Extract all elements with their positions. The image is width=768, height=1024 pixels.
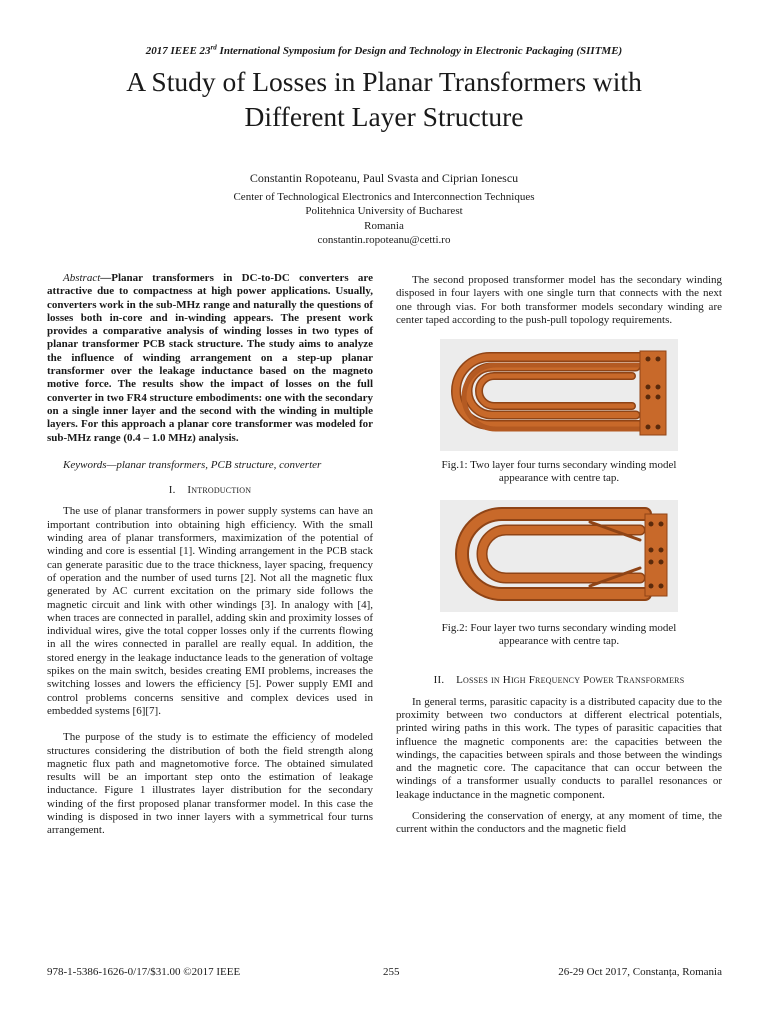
losses-paragraph-1: In general terms, parasitic capacity is a distributed capacity due to the proximity between two conductors at different electrical potentials, printed wiring paths in this work. The types of parasitic capacities that influence the magnetic components are: the capacities between the windings, the capacities between spirals and those between the windings and the magnetic core. The capacitance that can occur between the windings of a transformer usually conducts to parallel resonances or leakage inductance in the magnetic component.	[396, 695, 722, 801]
section-heading-introduction: I. Introduction	[168, 484, 252, 497]
left-column	[47, 272, 373, 838]
conference-header: 2017 IEEE 23rd International Symposium for Design and Technology in Electronic Packaging (SIITME)	[145, 43, 623, 57]
intro-paragraph-2: The purpose of the study is to estimate the efficiency of modeled structures considering the distribution of both the field strength along magnetic flux path and magnetomotive force. The obtained simulated results will be an important step onto the estimation of leakage inductance. Figure 1 illustrates layer distribution for the secondary winding of the first proposed planar transformer model. In this case the winding is disposed in two inner layers with a symmetrical four turns arrangement.	[47, 731, 373, 837]
affiliation-university: Politehnica University of Bucharest	[305, 205, 463, 217]
section-heading-losses: II. Losses in High Frequency Power Transformers	[433, 674, 685, 687]
affiliation-center: Center of Technological Electronics and Interconnection Techniques	[233, 191, 535, 203]
abstract-text: Planar transformers in DC-to-DC converters are attractive due to compactness at high power applications. Usually, converters work in the sub-MHz range and naturally the questions of losses both in-core and in-winding appears. The present work provides a comparative analysis of winding losses in two types of planar transformer PCB stack structure. The study aims to analyze the influence of winding arrangement on a step-up planar transformer over the leakage inductance based on the magneto motive force. The results show the impact of losses on the full converter in two FR4 structure embodiments: one with the secondary on a single inner layer and the second with the winding in multiple layers. For this approach a planar core transformer was modeled for sub-MHz range (0.4 – 1.0 MHz) analysis.	[47, 272, 373, 444]
keywords: Keywords—planar transformers, PCB structure, converter	[63, 458, 322, 471]
figure-2-four-layer-winding	[440, 500, 678, 612]
figure-1-two-layer-winding	[440, 339, 678, 451]
authors: Constantin Ropoteanu, Paul Svasta and Ciprian Ionescu	[249, 171, 519, 185]
page-number: 255	[383, 966, 400, 978]
model-paragraph: The second proposed transformer model has the secondary winding disposed in four layers with one single turn that connects with the next one through vias. For both transformer models secondary winding are center taped according to the push-pull topology requirements.	[396, 274, 722, 326]
abstract-label: Abstract	[63, 272, 101, 284]
figure-2-caption: Fig.2: Four layer two turns secondary winding model appearance with centre tap.	[441, 621, 677, 648]
intro-paragraph-1: The use of planar transformers in power supply systems can have an important contribution into obtaining high efficiency. With the small winding area of planar transformers, maximization of the potential of winding and core is essential [1]. Winding arrangement in the PCB stack can generate parasitic due to the trace thickness, layer spacing, frequency of operation and the number of used turns [2]. Not all the magnetic flux generated by AC current excitation on the primary side follows the magnetic circuit and link with other windings [3]. In analogy with [4], when traces are connected in parallel, adding skin and proximity losses of individual wires, give the total copper losses only if the currents flowing in all the wires connected in parallel are really equal. In addition, the stored energy in the leakage inductance leads to the generation of voltage spikes on the main switch, besides creating EMI problems, increases the switching losses and lowers the efficiency [5]. Power supply EMI and control problems concerns sensitive and complex devices used in embedded systems [6][7].	[47, 505, 373, 717]
affiliation-country: Romania	[364, 220, 404, 232]
losses-paragraph-2: Considering the conservation of energy, at any moment of time, the current within the conductors and the magnetic field	[396, 810, 722, 836]
abstract: Abstract—Planar transformers in DC-to-DC converters are attractive due to compactness at high power applications. Usually, converters work in the sub-MHz range and naturally the questions of losses both in-core and in-winding appears. The present work provides a comparative analysis of winding losses in two types of planar transformer PCB stack structure. The study aims to analyze the influence of winding arrangement on a step-up planar transformer over the leakage inductance based on the magneto motive force. The results show the impact of losses on the full converter in two FR4 structure embodiments: one with the secondary on a single inner layer and the second with the winding in multiple layers. For this approach a planar core transformer was modeled for sub-MHz range (0.4 – 1.0 MHz) analysis.	[47, 272, 373, 444]
author-email[interactable]: constantin.ropoteanu@cetti.ro	[317, 234, 451, 246]
footer-isbn: 978-1-5386-1626-0/17/$31.00 ©2017 IEEE	[47, 966, 241, 978]
title-line-1: A Study of Losses in Planar Transformers with	[126, 66, 642, 97]
right-column	[396, 274, 722, 837]
figure-1-caption: Fig.1: Two layer four turns secondary winding model appearance with centre tap.	[441, 459, 677, 485]
footer-dates: 26-29 Oct 2017, Constanța, Romania	[558, 966, 722, 978]
paper-title	[40, 64, 728, 134]
title-line-2: Different Layer Structure	[244, 101, 524, 132]
